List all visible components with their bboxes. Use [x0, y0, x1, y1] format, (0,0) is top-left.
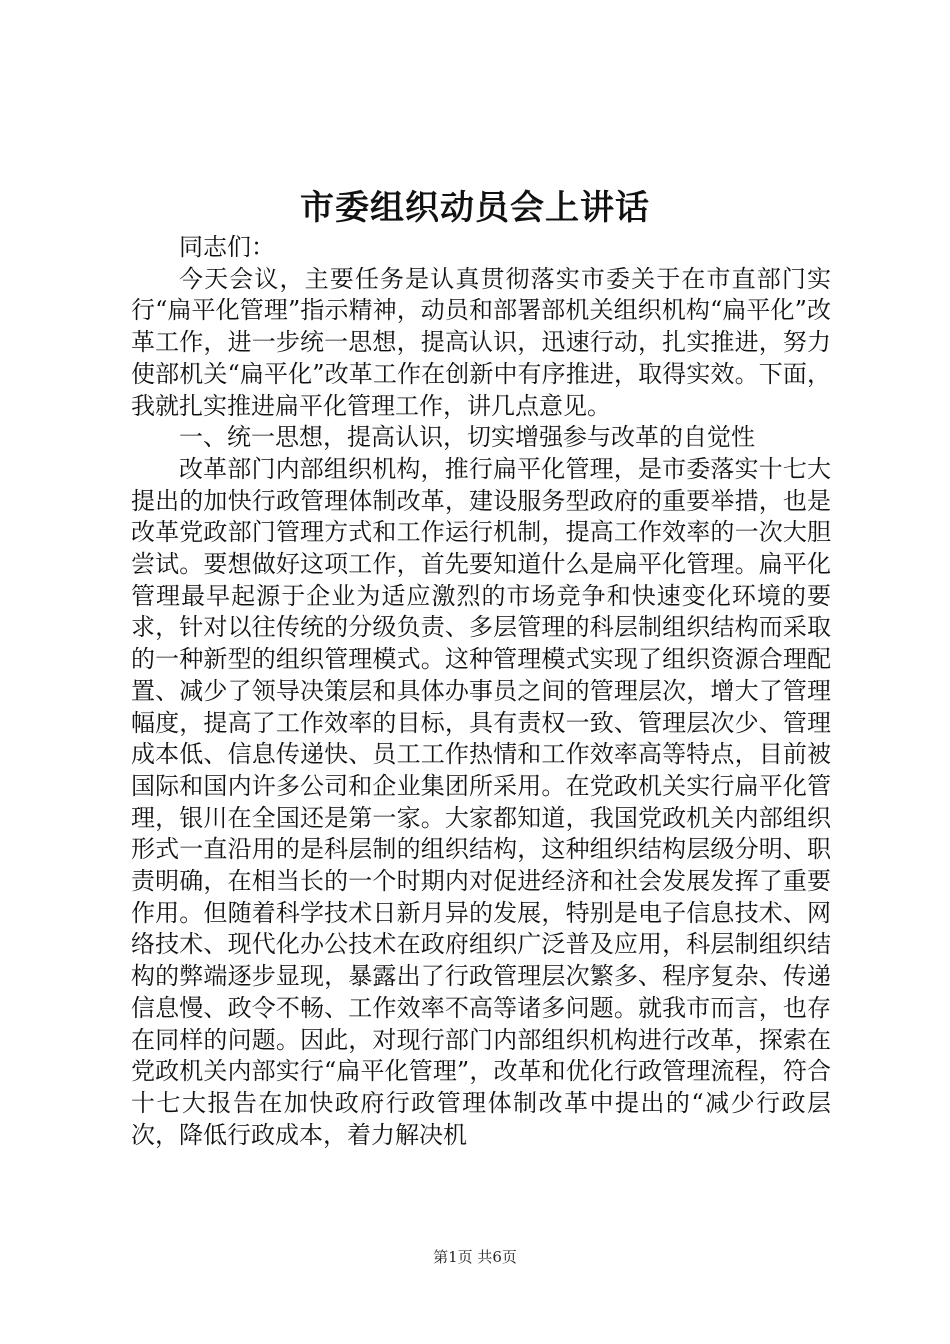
document-title: 市委组织动员会上讲话: [300, 188, 650, 228]
document-body: [131, 232, 831, 1151]
page-number-footer: 第1页 共6页: [433, 1248, 517, 1266]
section-heading-1: 一、统一思想，提高认识，切实增强参与改革的自觉性: [179, 423, 755, 452]
greeting: 同志们：: [179, 233, 275, 261]
paragraph-intro: 今天会议，主要任务是认真贯彻落实市委关于在市直部门实行“扁平化管理”指示精神，动员和部署部机关组织机构“扁平化”改革工作，进一步统一思想，提高认识，迅速行动，扎实推进，努力使部机关“扁平化”改革工作在创新中有序推进，取得实效。下面，我就扎实推进扁平化管理工作，讲几点意见。: [131, 264, 831, 420]
paragraph-section-1: 改革部门内部组织机构，推行扁平化管理，是市委落实十七大提出的加快行政管理体制改革，建设服务型政府的重要举措，也是改革党政部门管理方式和工作运行机制，提高工作效率的一次大胆尝试。要想做好这项工作，首先要知道什么是扁平化管理。扁平化管理最早起源于企业为适应激烈的市场竞争和快速变化环境的要求，针对以往传统的分级负责、多层管理的科层制组织结构而采取的一种新型的组织管理模式。这种管理模式实现了组织资源合理配置、减少了领导决策层和具体办事员之间的管理层次，增大了管理幅度，提高了工作效率的目标，具有责权一致、管理层次少、管理成本低、信息传递快、员工工作热情和工作效率高等特点，目前被国际和国内许多公司和企业集团所采用。在党政机关实行扁平化管理，银川在全国还是第一家。大家都知道，我国党政机关内部组织形式一直沿用的是科层制的组织结构，这种组织结构层级分明、职责明确，在相当长的一个时期内对促进经济和社会发展发挥了重要作用。但随着科学技术日新月异的发展，特别是电子信息技术、网络技术、现代化办公技术在政府组织广泛普及应用，科层制组织结构的弊端逐步显现，暴露出了行政管理层次繁多、程序复杂、传递信息慢、政令不畅、工作效率不高等诸多问题。就我市而言，也存在同样的问题。因此，对现行部门内部组织机构进行改革，探索在党政机关内部实行“扁平化管理”，改革和优化行政管理流程，符合十七大报告在加快政府行政管理体制改革中提出的“减少行政层次，降低行政成本，着力解决机: [131, 454, 831, 1149]
